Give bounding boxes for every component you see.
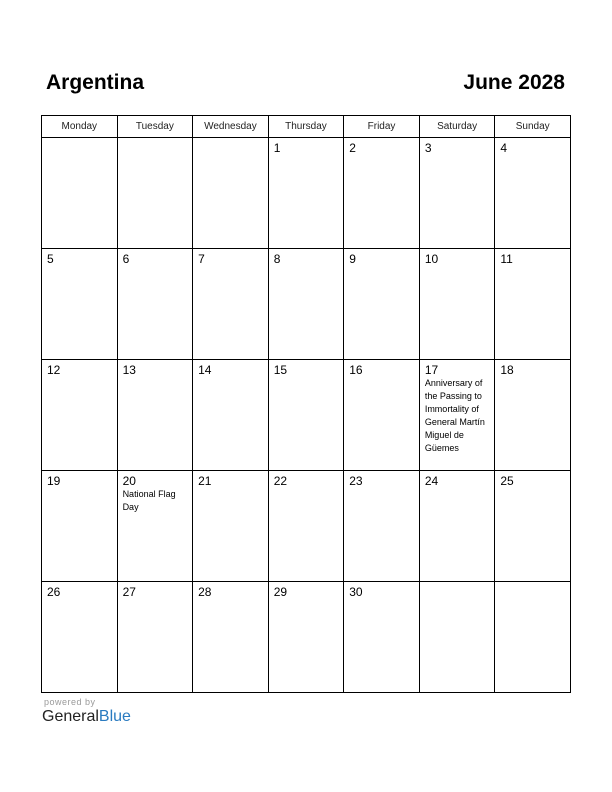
day-number: 13 xyxy=(122,363,136,377)
day-cell xyxy=(344,360,420,471)
day-cell xyxy=(268,138,344,249)
day-number: 3 xyxy=(424,141,432,155)
holiday-event: National Flag Day xyxy=(122,489,176,512)
day-cell xyxy=(419,582,495,693)
day-number: 14 xyxy=(198,363,212,377)
day-cell xyxy=(495,582,571,693)
day-cell xyxy=(42,138,118,249)
day-cell xyxy=(344,249,420,360)
month-year-title: June 2028 xyxy=(463,71,565,94)
week-row xyxy=(42,582,571,693)
day-number xyxy=(42,138,117,141)
day-number xyxy=(118,138,193,141)
day-number: 23 xyxy=(349,474,363,488)
day-number: 29 xyxy=(273,585,288,599)
day-number: 18 xyxy=(500,363,514,377)
calendar-grid xyxy=(41,115,571,693)
week-row xyxy=(42,471,571,582)
day-cell xyxy=(268,249,344,360)
day-cell xyxy=(42,582,118,693)
day-number: 10 xyxy=(424,252,439,266)
weekday-saturday: Saturday xyxy=(419,116,495,138)
day-cell xyxy=(268,471,344,582)
week-row xyxy=(42,360,571,471)
day-cell xyxy=(117,249,193,360)
day-cell xyxy=(42,471,118,582)
day-cell xyxy=(193,249,269,360)
day-number: 25 xyxy=(500,474,514,488)
day-number: 19 xyxy=(47,474,61,488)
day-number: 16 xyxy=(349,363,363,377)
day-cell xyxy=(268,582,344,693)
day-cell xyxy=(42,360,118,471)
day-number xyxy=(420,582,495,585)
day-cell xyxy=(42,249,118,360)
generalblue-logo xyxy=(42,708,131,726)
day-cell xyxy=(419,471,495,582)
day-cell xyxy=(495,360,571,471)
day-cell xyxy=(117,360,193,471)
day-cell xyxy=(193,471,269,582)
day-cell xyxy=(117,138,193,249)
day-cell xyxy=(193,360,269,471)
day-number: 17 xyxy=(424,363,439,377)
day-number: 28 xyxy=(198,585,212,599)
day-cell xyxy=(117,582,193,693)
day-cell xyxy=(344,582,420,693)
weekday-header-row xyxy=(42,116,571,138)
day-number: 26 xyxy=(47,585,61,599)
day-number: 15 xyxy=(273,363,288,377)
weekday-sunday: Sunday xyxy=(495,116,571,138)
day-cell xyxy=(268,360,344,471)
day-number: 6 xyxy=(122,252,130,266)
day-cell xyxy=(117,471,193,582)
day-number: 11 xyxy=(500,252,513,266)
week-row xyxy=(42,249,571,360)
day-number: 7 xyxy=(198,252,205,266)
day-number: 27 xyxy=(122,585,136,599)
day-number: 22 xyxy=(273,474,288,488)
day-number: 20 xyxy=(122,474,136,488)
brand-general-text: General xyxy=(42,708,99,725)
day-number: 5 xyxy=(47,252,54,266)
holiday-event: Anniversary of the Passing to Immortality of General Martín Miguel de Güemes xyxy=(424,378,485,453)
day-number: 24 xyxy=(424,474,439,488)
weekday-wednesday: Wednesday xyxy=(193,116,269,138)
day-number: 9 xyxy=(349,252,356,266)
day-number xyxy=(495,582,570,585)
day-cell xyxy=(419,138,495,249)
day-cell xyxy=(419,360,495,471)
day-cell xyxy=(344,471,420,582)
day-cell xyxy=(495,471,571,582)
day-number: 2 xyxy=(349,141,356,155)
day-number: 1 xyxy=(273,141,281,155)
day-cell xyxy=(495,249,571,360)
day-number xyxy=(193,138,268,141)
day-cell xyxy=(419,249,495,360)
country-title: Argentina xyxy=(46,71,145,94)
day-number: 21 xyxy=(198,474,212,488)
brand-blue-text: Blue xyxy=(98,708,131,725)
day-cell xyxy=(344,138,420,249)
powered-by-text: powered by xyxy=(44,697,96,707)
week-row xyxy=(42,138,571,249)
day-number: 30 xyxy=(349,585,363,599)
weekday-monday: Monday xyxy=(42,116,118,138)
day-cell xyxy=(495,138,571,249)
day-number: 8 xyxy=(273,252,281,266)
day-cell xyxy=(193,138,269,249)
day-cell xyxy=(193,582,269,693)
day-number: 4 xyxy=(500,141,508,155)
weekday-tuesday: Tuesday xyxy=(117,116,193,138)
weekday-thursday: Thursday xyxy=(268,116,344,138)
day-number: 12 xyxy=(47,363,61,377)
weekday-friday: Friday xyxy=(344,116,420,138)
